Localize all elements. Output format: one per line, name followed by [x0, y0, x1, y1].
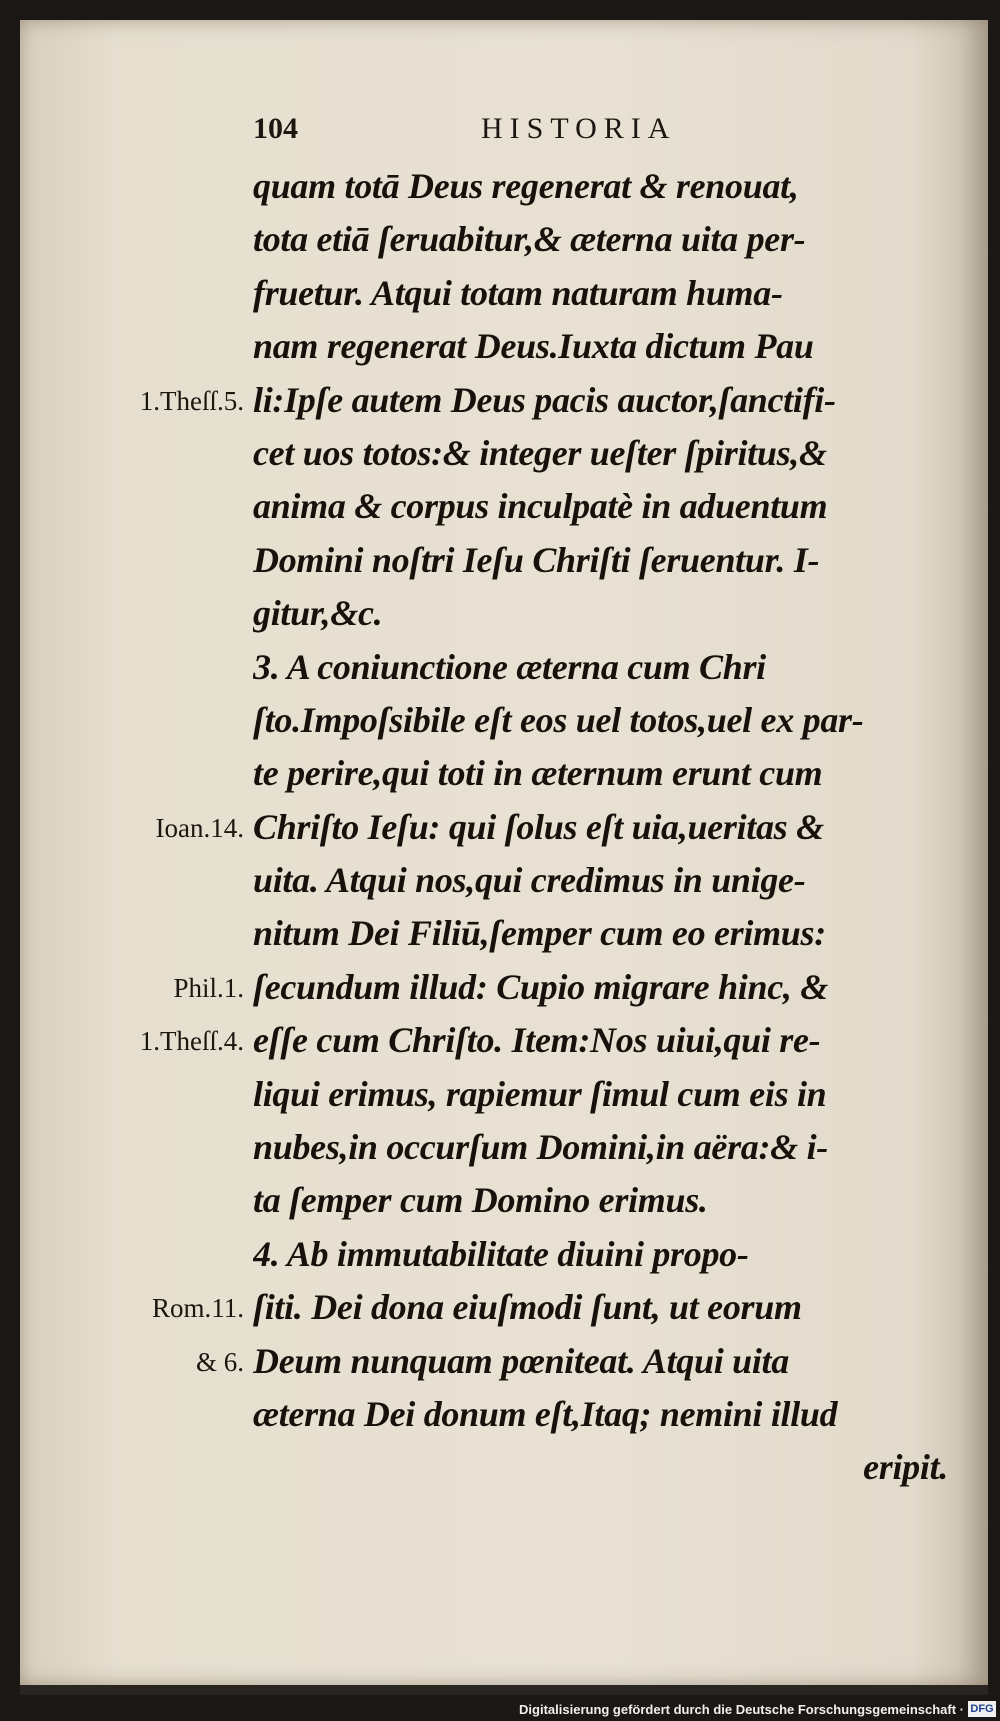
dfg-logo: DFG [968, 1701, 996, 1717]
text-line: gitur,&c. [253, 593, 383, 634]
text-line: 3. A coniunctione æterna cum Chri [253, 646, 766, 687]
text-line: nitum Dei Filiū,ſemper cum eo erimus: [253, 913, 826, 954]
margin-note: Ioan.14. [155, 812, 244, 843]
text-line: nam regenerat Deus.Iuxta dictum Pau [253, 326, 814, 367]
text-line: liqui erimus, rapiemur ſimul cum eis in [253, 1073, 827, 1114]
margin-note: Rom.11. [151, 1293, 244, 1324]
text-line: æterna Dei donum eſt,Itaq; nemini illud [253, 1393, 838, 1434]
page-edge [20, 1685, 988, 1695]
margin-note: 1.Theſſ.4. [139, 1026, 244, 1057]
page-header [253, 112, 943, 158]
text-line: Chriſto Ieſu: qui ſolus eſt uia,ueritas & [253, 806, 824, 847]
text-line: ta ſemper cum Domino erimus. [253, 1180, 708, 1221]
text-line: Deum nunquam pœniteat. Atqui uita [253, 1340, 789, 1381]
running-title: HISTORIA [481, 112, 677, 145]
margin-note: Phil.1. [173, 973, 244, 1003]
text-line: cet uos totos:& integer ueſter ſpiritus,& [253, 432, 827, 473]
text-line: ſecundum illud: Cupio migrare hinc, & [253, 966, 828, 1007]
margin-note: & 6. [195, 1346, 244, 1377]
text-line: uita. Atqui nos,qui credimus in unige- [253, 860, 806, 901]
text-line: fruetur. Atqui totam naturam huma- [253, 272, 783, 313]
text-line: Domini noſtri Ieſu Chriſti ſeruentur. I- [253, 539, 820, 580]
funding-note: Digitalisierung gefördert durch die Deutsche Forschungsgemeinschaft · [519, 1702, 964, 1717]
text-line: ſto.Impoſsibile eſt eos uel totos,uel ex par- [253, 699, 864, 740]
text-line: 4. Ab immutabilitate diuini propo- [253, 1233, 749, 1274]
text-line: li:Ipſe autem Deus pacis auctor,ſanctifi- [253, 379, 836, 420]
footer-strip [0, 1695, 1000, 1721]
text-line: eſſe cum Chriſto. Item:Nos uiui,qui re- [253, 1020, 821, 1061]
text-line: anima & corpus inculpatè in aduentum [253, 486, 828, 527]
text-line: nubes,in occurſum Domini,in aëra:& i- [253, 1127, 828, 1168]
text-line: te perire,qui toti in æternum erunt cum [253, 753, 823, 794]
page-number: 104 [253, 112, 298, 145]
body-text [253, 160, 948, 1495]
text-line: ſiti. Dei dona eiuſmodi ſunt, ut eorum [253, 1287, 802, 1328]
margin-note: 1.Theſſ.5. [139, 385, 244, 416]
text-line: tota etiā ſeruabitur,& æterna uita per- [253, 219, 806, 260]
text-line: eripit. [863, 1447, 948, 1488]
text-line: quam totā Deus regenerat & renouat, [253, 166, 799, 206]
